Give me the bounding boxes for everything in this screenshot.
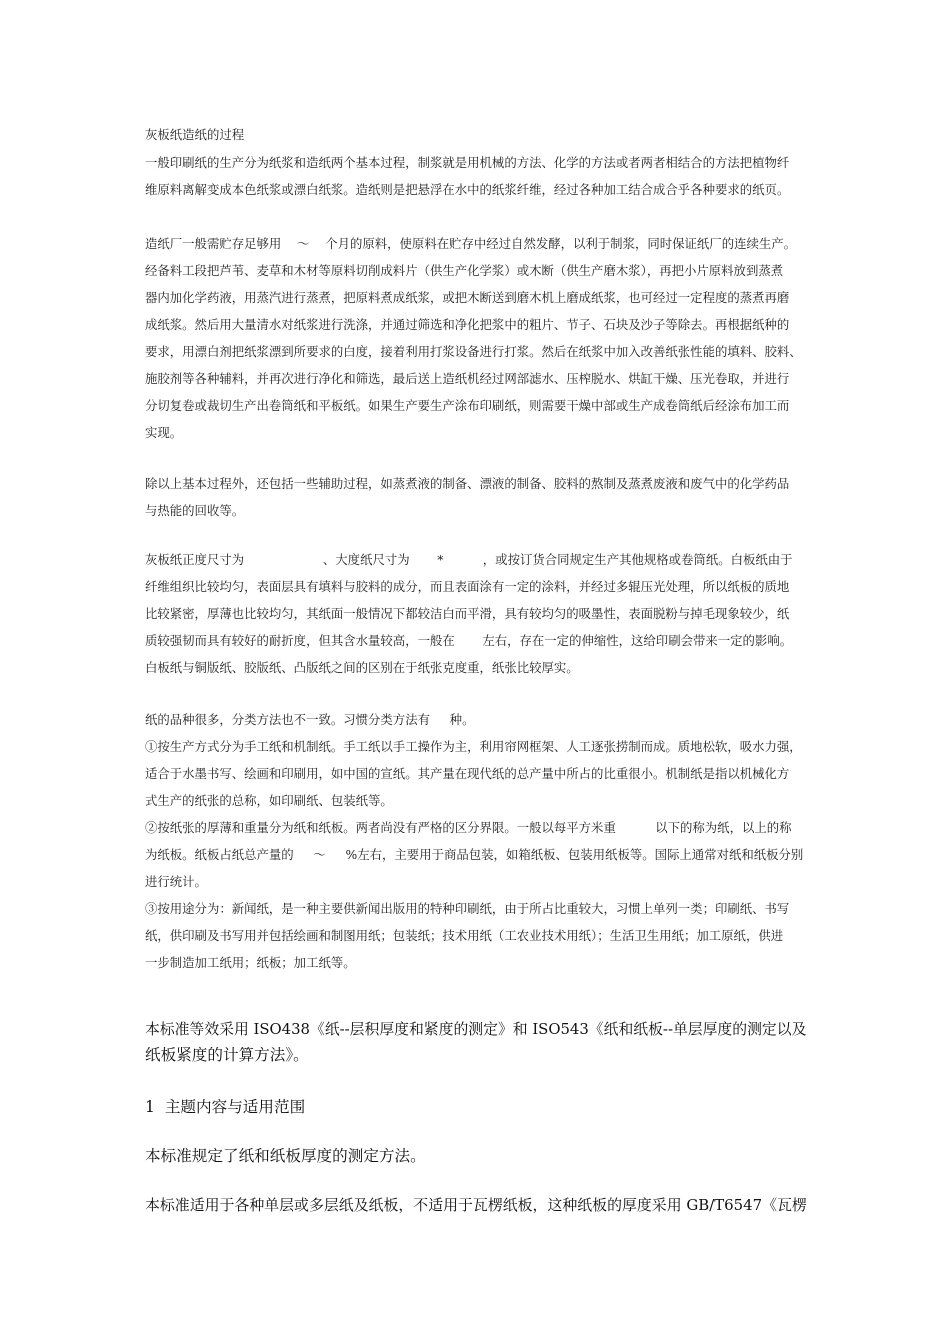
scope-line: 本标准规定了纸和纸板厚度的测定方法。 — [145, 1147, 426, 1165]
p2-line: 成纸浆。然后用大量清水对纸浆进行洗涤，并通过筛选和净化把浆中的粗片、节子、石块及沙子等除去。再根据纸种的 — [145, 317, 790, 332]
p4-line: 灰板纸正度尺寸为 、大度纸尺寸为 * ，或按订货合同规定生产其他规格或卷筒纸。白板纸由于 — [145, 552, 793, 567]
p2-line: 施胶剂等各种辅料，并再次进行净化和筛选，最后送上造纸机经过网部滤水、压榨脱水、烘缸干燥、压光卷取，并进行 — [145, 371, 790, 386]
p5-line: 纸，供印刷及书写用并包括绘画和制图用纸；包装纸；技术用纸（工农业技术用纸）；生活卫生用纸；加工原纸，供进 — [145, 928, 784, 943]
p5-line: 适合于水墨书写、绘画和印刷用，如中国的宣纸。其产量在现代纸的总产量中所占的比重很小。机制纸是指以机械化方 — [145, 766, 790, 781]
p5-line: 进行统计。 — [145, 874, 207, 889]
p2-line: 经备料工段把芦苇、麦草和木材等原料切削成料片（供生产化学浆）或木断（供生产磨木浆），再把小片原料放到蒸煮 — [145, 263, 784, 278]
p5-line: ②按纸张的厚薄和重量分为纸和纸板。两者尚没有严格的区分界限。一般以每平方米重 以下的称为纸，以上的称 — [145, 820, 792, 835]
p2-line: 分切复卷或裁切生产出卷筒纸和平板纸。如果生产要生产涂布印刷纸，则需要干燥中部或生产成卷筒纸后经涂布加工而 — [145, 398, 790, 413]
p1-line: 一般印刷纸的生产分为纸浆和造纸两个基本过程，制浆就是用机械的方法、化学的方法或者两者相结合的方法把植物纤 — [145, 155, 790, 170]
p4-line: 纤维组织比较均匀，表面层具有填料与胶料的成分，而且表面涂有一定的涂料，并经过多辊压光处理，所以纸板的质地 — [145, 579, 790, 594]
p5-line: ①按生产方式分为手工纸和机制纸。手工纸以手工操作为主，利用帘网框架、人工逐张捞制而成。质地松软，吸水力强， — [145, 739, 802, 754]
p5-line: 式生产的纸张的总称，如印刷纸、包装纸等。 — [145, 793, 393, 808]
std-line: 本标准等效采用 ISO438《纸--层积厚度和紧度的测定》和 ISO543《纸和纸板--单层厚度的测定以及 — [145, 1021, 807, 1038]
p4-line: 比较紧密，厚薄也比较均匀，其纸面一般情况下都较洁白而平滑，具有较均匀的吸墨性，表面脱粉与掉毛现象较少，纸 — [145, 606, 790, 621]
p2-line: 器内加化学药液，用蒸汽进行蒸煮，把原料煮成纸浆，或把木断送到磨木机上磨成纸浆，也可经过一定程度的蒸煮再磨 — [145, 290, 790, 305]
p1-line: 维原料离解变成本色纸浆或漂白纸浆。造纸则是把悬浮在水中的纸浆纤维，经过各种加工结合成合乎各种要求的纸页。 — [145, 182, 790, 197]
doc-title: 灰板纸造纸的过程 — [145, 127, 245, 142]
section-heading: 1 主题内容与适用范围 — [145, 1098, 306, 1116]
p5-line: 为纸板。纸板占纸总产量的 ～ %左右，主要用于商品包装，如箱纸板、包装用纸板等。国际上通常对纸和纸板分别 — [145, 847, 804, 862]
std-line: 纸板紧度的计算方法》。 — [145, 1046, 309, 1064]
p4-line: 白板纸与铜版纸、胶版纸、凸版纸之间的区别在于纸张克度重，纸张比较厚实。 — [145, 660, 579, 675]
p4-line: 质较强韧而具有较好的耐折度，但其含水量较高，一般在 左右，存在一定的伸缩性，这给印刷会带来一定的影响。 — [145, 633, 793, 648]
p3-line: 除以上基本过程外，还包括一些辅助过程，如蒸煮液的制备、漂液的制备、胶料的熬制及蒸煮废液和废气中的化学药品 — [145, 476, 790, 491]
p5-line: ③按用途分为：新闻纸，是一种主要供新闻出版用的特种印刷纸，由于所占比重较大，习惯上单列一类；印刷纸、书写 — [145, 901, 790, 916]
p5-line: 纸的品种很多，分类方法也不一致。习惯分类方法有 种。 — [145, 712, 475, 727]
p5-line: 一步制造加工纸用；纸板；加工纸等。 — [145, 955, 356, 970]
p2-line: 实现。 — [145, 425, 183, 440]
p2-line: 造纸厂一般需贮存足够用 ～ 个月的原料，使原料在贮存中经过自然发酵，以利于制浆，同时保证纸厂的连续生产。 — [145, 236, 797, 251]
p2-line: 要求，用漂白剂把纸浆漂到所要求的白度，接着利用打浆设备进行打浆。然后在纸浆中加入改善纸张性能的填料、胶料、 — [145, 344, 802, 359]
applicability-line: 本标准适用于各种单层或多层纸及纸板，不适用于瓦楞纸板，这种纸板的厚度采用 GB/T6547《瓦楞 — [145, 1196, 807, 1214]
p3-line: 与热能的回收等。 — [145, 503, 245, 518]
